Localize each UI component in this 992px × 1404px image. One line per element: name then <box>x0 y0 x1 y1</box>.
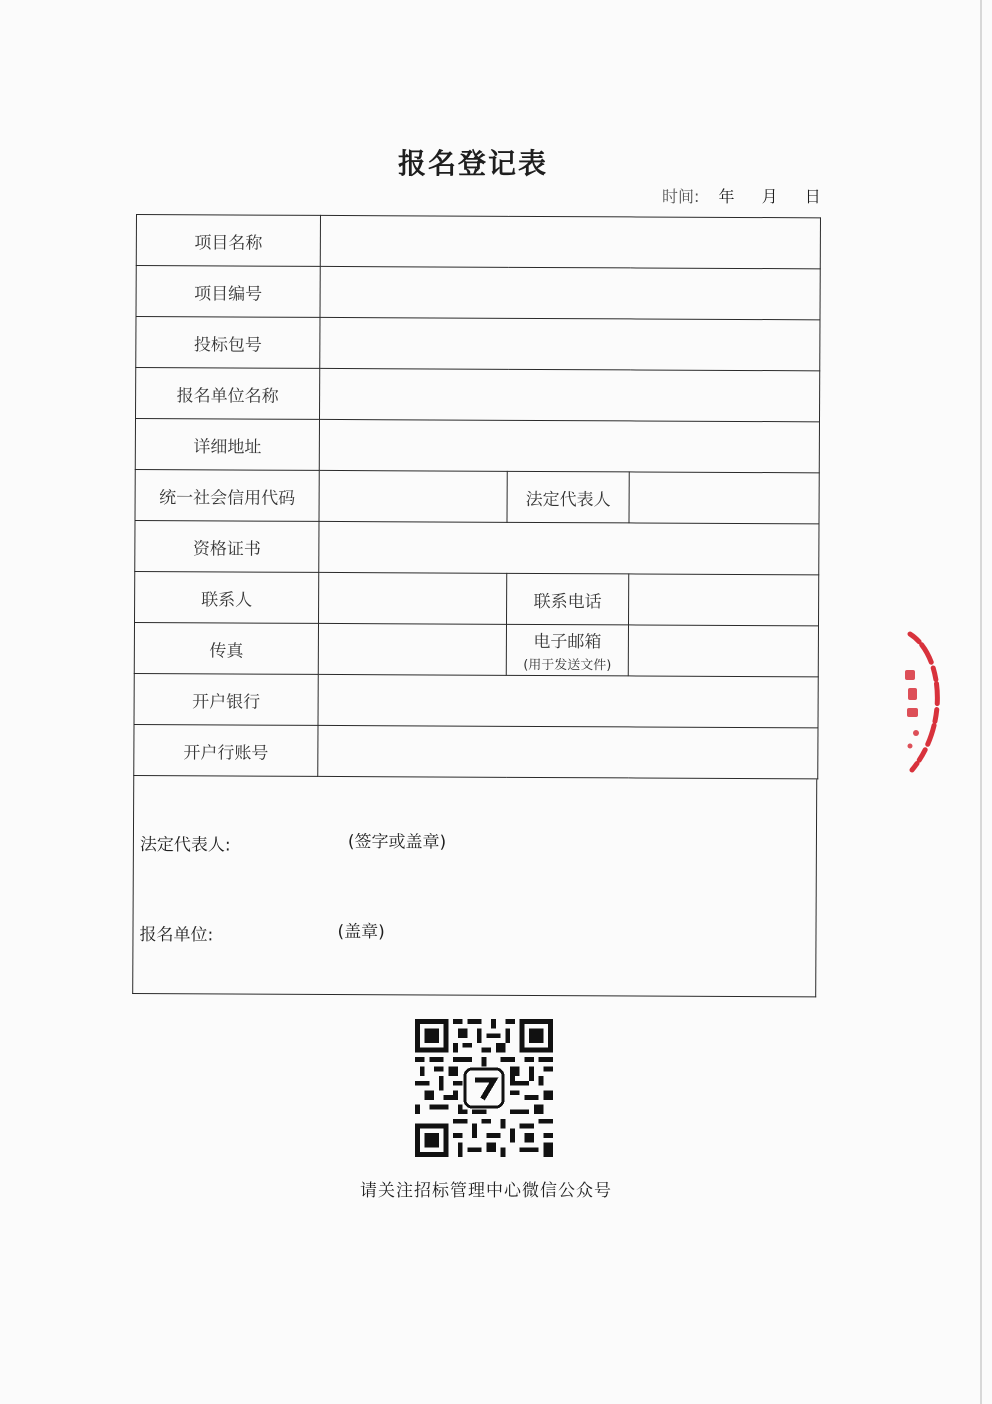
table-row <box>134 622 818 676</box>
credit-code-label: 统一社会信用代码 <box>135 469 319 521</box>
phone-label: 联系电话 <box>506 573 628 625</box>
unit-name-label: 报名单位名称 <box>136 368 320 420</box>
project-number-field[interactable] <box>320 266 820 319</box>
legal-rep-sign-hint: (签字或盖章) <box>347 832 447 853</box>
bank-label: 开户银行 <box>134 673 318 725</box>
table-row <box>135 571 819 625</box>
certificate-label: 资格证书 <box>135 520 319 572</box>
table-row <box>135 469 819 523</box>
table-row <box>135 419 819 473</box>
legal-rep-field[interactable] <box>629 472 819 524</box>
fax-field[interactable] <box>318 623 506 675</box>
project-number-label: 项目编号 <box>136 266 320 318</box>
bid-package-label: 投标包号 <box>136 317 320 369</box>
unit-seal-hint: (盖章) <box>337 921 385 943</box>
date-label: 时间: <box>662 187 700 206</box>
day-label: 日 <box>804 187 821 206</box>
contact-label: 联系人 <box>135 571 319 623</box>
email-label-cell <box>506 624 628 676</box>
table-row <box>136 317 820 371</box>
table-row <box>136 266 820 320</box>
unit-name-field[interactable] <box>319 368 819 421</box>
table-row <box>134 724 818 778</box>
registration-table <box>133 214 821 779</box>
project-name-field[interactable] <box>320 215 820 268</box>
registration-form <box>132 214 822 997</box>
account-label: 开户行账号 <box>134 724 318 776</box>
unit-seal-label: 报名单位: <box>139 925 214 946</box>
table-row <box>136 215 820 269</box>
contact-field[interactable] <box>319 572 507 624</box>
table-row <box>134 673 818 727</box>
seal-stamp-icon <box>872 628 952 778</box>
email-label: 电子邮箱 <box>533 631 602 653</box>
signature-section <box>132 776 817 997</box>
bid-package-field[interactable] <box>320 317 820 370</box>
email-note: (用于发送文件) <box>523 657 612 674</box>
page-title: 报名登记表 <box>397 147 548 180</box>
project-name-label: 项目名称 <box>136 215 320 267</box>
phone-field[interactable] <box>628 574 818 626</box>
qr-code-icon <box>415 1019 553 1157</box>
date-line <box>662 184 822 207</box>
qr-caption: 请关注招标管理中心微信公众号 <box>360 1181 612 1201</box>
email-field[interactable] <box>628 625 818 677</box>
year-label: 年 <box>718 187 735 206</box>
certificate-field[interactable] <box>319 521 819 574</box>
table-row <box>136 368 820 422</box>
address-field[interactable] <box>319 419 819 472</box>
legal-rep-label: 法定代表人 <box>507 471 629 523</box>
bank-field[interactable] <box>318 674 818 727</box>
credit-code-field[interactable] <box>319 470 507 522</box>
table-row <box>135 520 819 574</box>
fax-label: 传真 <box>134 622 318 674</box>
month-label: 月 <box>761 187 778 206</box>
page-edge <box>980 0 982 1404</box>
account-field[interactable] <box>318 725 818 778</box>
address-label: 详细地址 <box>135 419 319 471</box>
legal-rep-sign-label: 法定代表人: <box>139 835 231 856</box>
